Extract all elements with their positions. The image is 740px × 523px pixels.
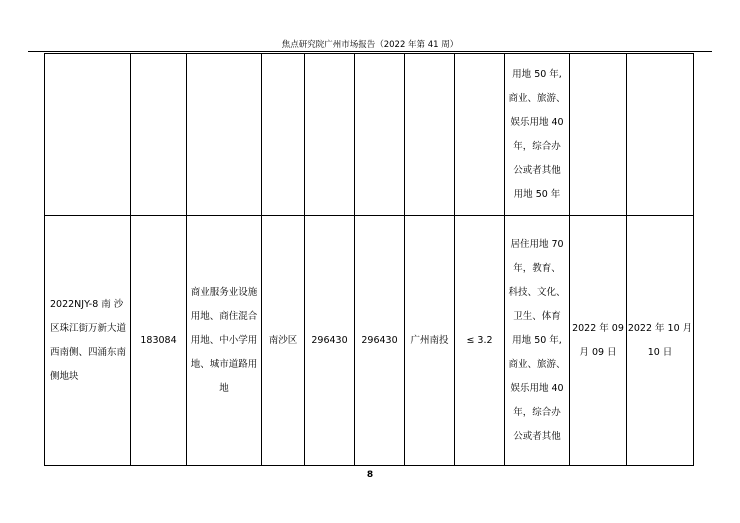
- header-rule: [28, 51, 712, 52]
- parcel-name-cell: 2022NJY-8 南 沙 区珠江街万新大道 西南侧、四涌东南 侧地块: [45, 216, 131, 466]
- area-cell: 296430: [355, 216, 405, 466]
- plot-ratio-cell: ≤ 3.2: [455, 216, 505, 466]
- party-cell: 广州南投: [405, 216, 455, 466]
- land-purpose-cell: 商业服务业设施 用地、商住混合 用地、中小学用 地、城市道路用 地: [187, 216, 262, 466]
- cell-empty: [455, 54, 505, 216]
- cell-empty: [131, 54, 187, 216]
- cell-empty: [45, 54, 131, 216]
- land-auction-table: [44, 53, 694, 466]
- district-cell: 南沙区: [262, 216, 305, 466]
- cell-empty: [627, 54, 694, 216]
- cell-empty: [305, 54, 355, 216]
- date-cell: 2022 年 10 月 10 日: [627, 216, 694, 466]
- table-row: [45, 216, 694, 466]
- cell-empty: [355, 54, 405, 216]
- page-header: 焦点研究院广州市场报告（2022 年第 41 周）: [281, 40, 459, 50]
- date-cell: 2022 年 09 月 09 日: [570, 216, 627, 466]
- cell-empty: [570, 54, 627, 216]
- land-use-term-cell: 用地 50 年, 商业、旅游、 娱乐用地 40 年，综合办 公或者其他 用地 50 年: [505, 54, 570, 216]
- cell-empty: [405, 54, 455, 216]
- table-row: [45, 54, 694, 216]
- cell-empty: [262, 54, 305, 216]
- page-number: 8: [366, 470, 374, 480]
- cell-empty: [187, 54, 262, 216]
- parcel-code-cell: 183084: [131, 216, 187, 466]
- area-cell: 296430: [305, 216, 355, 466]
- land-use-term-cell: 居住用地 70 年，教育、 科技、文化、 卫生、体育 用地 50 年, 商业、旅游、 娱乐用地 40 年，综合办 公或者其他: [505, 216, 570, 466]
